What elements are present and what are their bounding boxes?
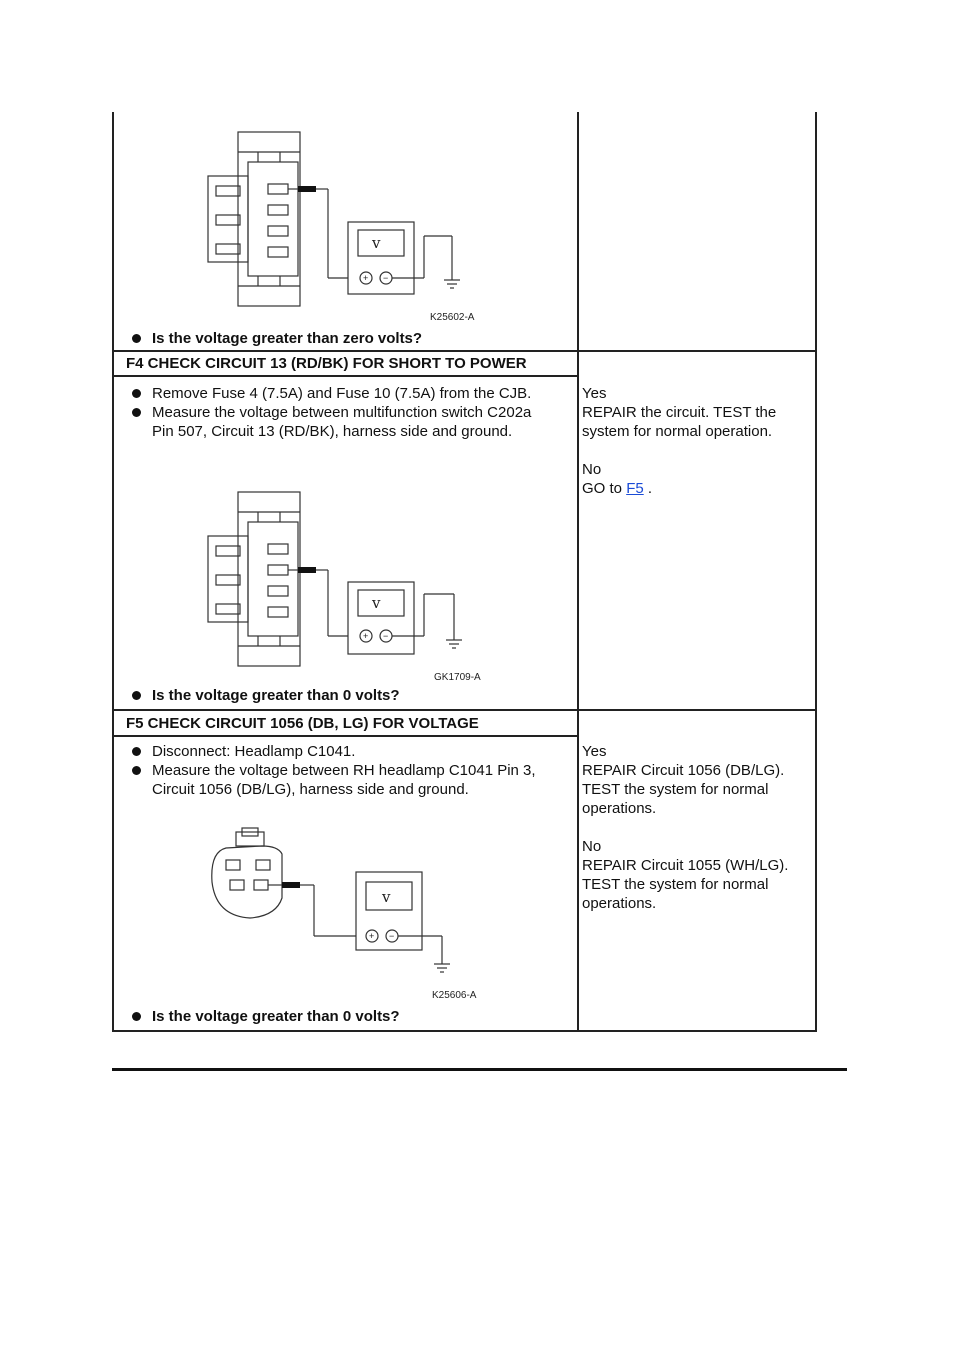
headlamp-connector-voltage-diagram <box>206 824 506 1004</box>
connector-voltage-diagram-2 <box>202 490 502 686</box>
figure-label-top: K25602-A <box>430 312 475 323</box>
f5-yes-text: REPAIR Circuit 1056 (DB/LG). TEST the system for normal operations. <box>582 762 785 817</box>
f4-no-prefix: GO to <box>582 480 623 497</box>
connector-voltage-diagram-1 <box>202 130 502 326</box>
f4-yes-text: REPAIR the circuit. TEST the system for normal operation. <box>582 404 777 440</box>
f5-yes-label: Yes <box>582 743 607 760</box>
meter-plus-1: + <box>363 273 369 283</box>
diagnostic-table <box>112 112 817 1032</box>
f5-question-list <box>126 1007 566 1026</box>
meter-symbol-3: v <box>382 888 391 906</box>
f4-answers <box>582 384 808 498</box>
f5-step-1: Disconnect: Headlamp C1041. <box>126 742 566 761</box>
f4-heading: F4 CHECK CIRCUIT 13 (RD/BK) FOR SHORT TO POWER <box>126 355 527 372</box>
meter-plus-3: + <box>369 931 375 941</box>
meter-minus-3: − <box>389 931 395 941</box>
heading-underline-f4 <box>112 375 579 377</box>
top-question-list <box>126 329 566 348</box>
f5-no-text: REPAIR Circuit 1055 (WH/LG). TEST the system for normal operations. <box>582 857 789 912</box>
f5-step-2: Measure the voltage between RH headlamp C1041 Pin 3, Circuit 1056 (DB/LG), harness side and ground. <box>126 761 566 799</box>
table-left-border <box>112 112 114 1032</box>
f4-no-label: No <box>582 461 602 478</box>
meter-minus-1: − <box>383 273 389 283</box>
f4-step-2: Measure the voltage between multifunction switch C202a Pin 507, Circuit 13 (RD/BK), harness side and ground. <box>126 403 556 441</box>
figure-label-f4: GK1709-A <box>434 672 481 683</box>
f5-steps <box>126 742 566 799</box>
footer-divider <box>112 1068 847 1071</box>
f5-heading: F5 CHECK CIRCUIT 1056 (DB, LG) FOR VOLTAGE <box>126 715 479 732</box>
f4-step-1: Remove Fuse 4 (7.5A) and Fuse 10 (7.5A) from the CJB. <box>126 384 556 403</box>
f4-no-suffix: . <box>647 480 653 497</box>
row-divider-f5 <box>112 709 817 711</box>
meter-symbol-2: v <box>372 594 381 612</box>
meter-symbol-1: v <box>372 234 381 252</box>
f5-no-label: No <box>582 838 602 855</box>
row-divider-f4 <box>112 350 817 352</box>
f4-question: Is the voltage greater than 0 volts? <box>126 686 566 705</box>
top-question: Is the voltage greater than zero volts? <box>126 329 566 348</box>
f4-steps <box>126 384 556 441</box>
meter-plus-2: + <box>363 631 369 641</box>
heading-underline-f5 <box>112 735 579 737</box>
table-right-border <box>815 112 817 1032</box>
f4-question-list <box>126 686 566 705</box>
meter-minus-2: − <box>383 631 389 641</box>
table-bottom-border <box>112 1030 817 1032</box>
f4-no-line <box>582 479 808 498</box>
f5-question: Is the voltage greater than 0 volts? <box>126 1007 566 1026</box>
figure-label-f5: K25606-A <box>432 990 477 1001</box>
goto-f5-link[interactable]: F5 <box>626 480 644 497</box>
f4-yes-label: Yes <box>582 385 607 402</box>
f5-answers <box>582 742 808 913</box>
table-column-divider <box>577 112 579 1032</box>
